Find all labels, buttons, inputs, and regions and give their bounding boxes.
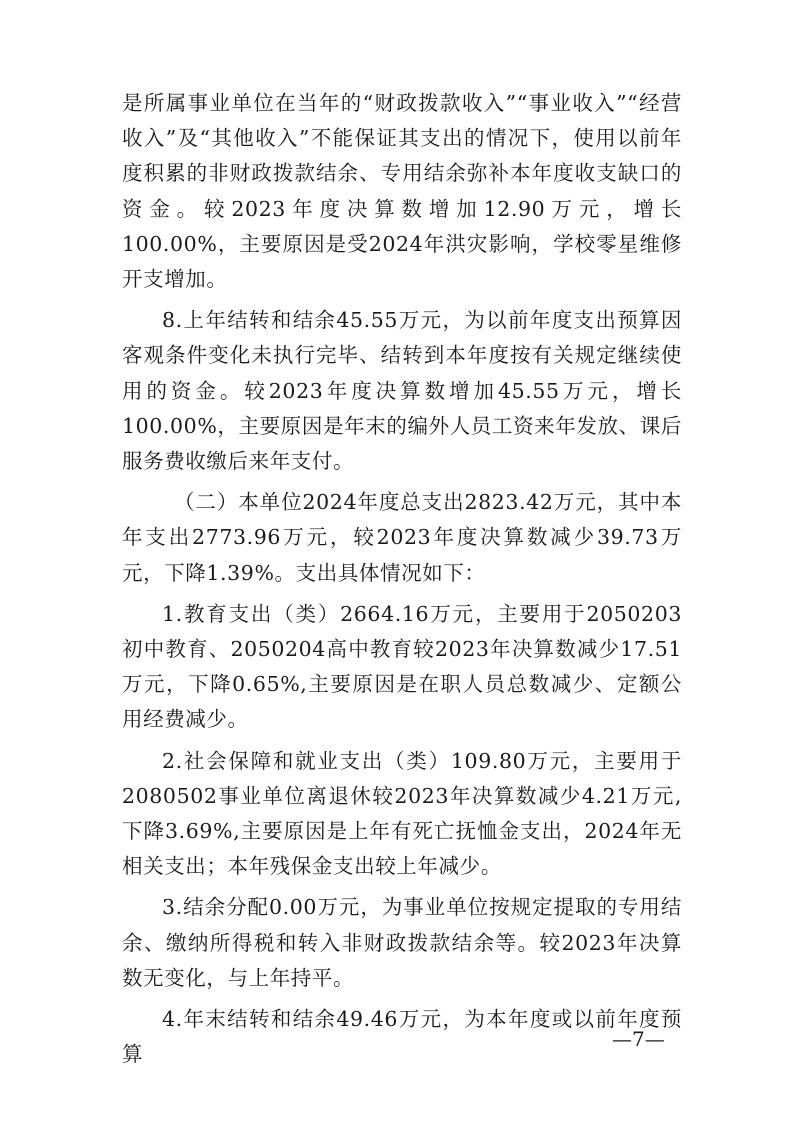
- paragraph-education-expenditure: 1.教育支出（类）2664.16万元，主要用于2050203初中教育、2050204高中教育较2023年决算数减少17.51万元，下降0.65%,主要原因是在职人员总数减少、定额公用经费减少。: [122, 601, 682, 732]
- page-number: —7—: [612, 1027, 665, 1051]
- paragraph-total-expenditure: （二）本单位2024年度总支出2823.42万元，其中本年支出2773.96万元，较2023年度决算数减少39.73万元，下降1.39%。支出具体情况如下：: [122, 490, 682, 585]
- paragraph-surplus-distribution: 3.结余分配0.00万元，为事业单位按规定提取的专用结余、缴纳所得税和转入非财政拨款结余等。较2023年决算数无变化，与上年持平。: [122, 895, 682, 990]
- paragraph-social-security-expenditure: 2.社会保障和就业支出（类）109.80万元，主要用于2080502事业单位离退休较2023年决算数减少4.21万元,下降3.69%,主要原因是上年有死亡抚恤金支出，2024年无相关支出；本年残保金支出较上年减少。: [122, 748, 682, 879]
- paragraph-year-end-carryover: 4.年末结转和结余49.46万元，为本年度或以前年度预算: [122, 1007, 682, 1067]
- document-body: [122, 86, 682, 1078]
- paragraph-continuation: 是所属事业单位在当年的“财政拨款收入”“事业收入”“经营收入”及“其他收入”不能保证其支出的情况下，使用以前年度积累的非财政拨款结余、专用结余弥补本年度收支缺口的资金。较2023年度决算数增加12.90万元，增长100.00%，主要原因是受2024年洪灾影响，学校零星维修开支增加。: [122, 91, 682, 292]
- paragraph-prior-year-carryover: 8.上年结转和结余45.55万元，为以前年度支出预算因客观条件变化未执行完毕、结转到本年度按有关规定继续使用的资金。较2023年度决算数增加45.55万元，增长100.00%，主要原因是年末的编外人员工资来年发放、课后服务费收缴后来年支付。: [122, 308, 682, 474]
